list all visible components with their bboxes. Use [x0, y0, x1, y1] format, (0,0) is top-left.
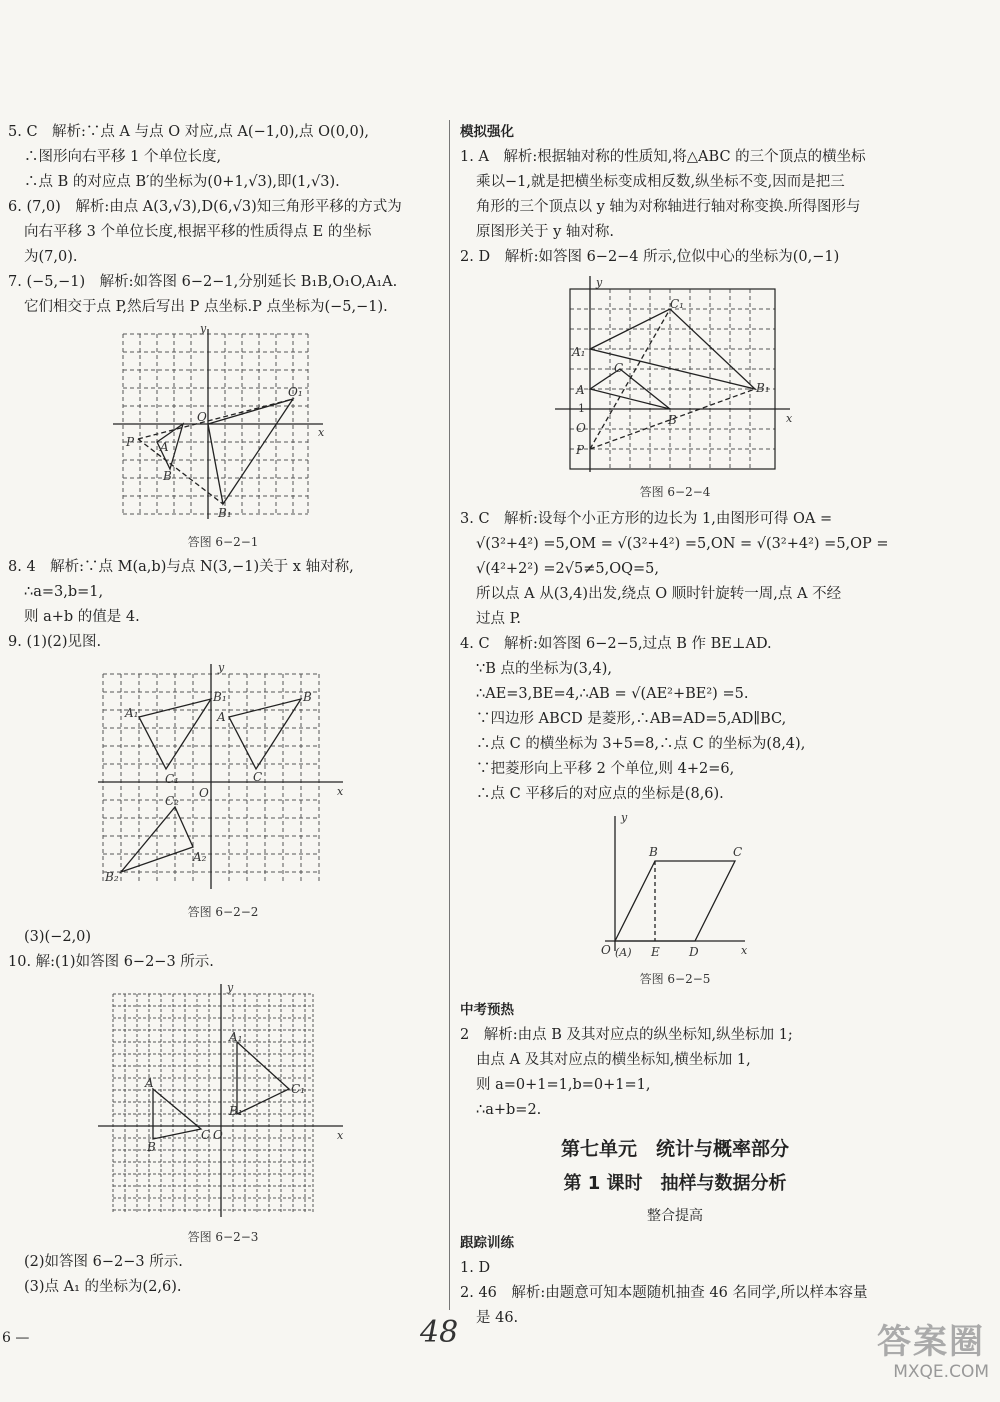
fig1-P-label: P — [126, 435, 135, 449]
watermark-logo: 答案圈 — [877, 1322, 985, 1362]
fig4-x-label: x — [786, 412, 793, 425]
fig3-x-label: x — [337, 1129, 344, 1142]
fig3-A1-label: A₁ — [229, 1030, 243, 1044]
fig3-C-label: C — [201, 1128, 211, 1142]
fig1-O-label: O — [197, 410, 207, 424]
fig5-B-label: B — [649, 845, 658, 859]
answer-r1: 1. A 解析:根据轴对称的性质知,将△ABC 的三个顶点的横坐标 乘以−1,就是把横坐标变成相反数,纵坐标不变,因而是把三 角形的三个顶点以 y 轴为对称轴进行轴对称变换.所得图形与 原图形关于 y 轴对称. — [460, 149, 866, 240]
fig2-O-label: O — [199, 786, 209, 800]
fig1-y-label: y — [200, 324, 207, 335]
fig2-A1-label: A₁ — [125, 706, 139, 720]
figure-6-2-4 — [550, 274, 800, 501]
column-divider — [449, 120, 450, 1310]
watermark — [820, 1310, 995, 1390]
figure-6-2-5-caption: 答图 6−2−5 — [639, 972, 711, 986]
answer-r3: 3. C 解析:设每个小正方形的边长为 1,由图形可得 OA = √(3²+4²) =5,OM = √(3²+4²) =5,ON = √(3²+4²) =5,OP = √(4²+2²) =2√5≠5,OQ=5, 所以点 A 从(3,4)出发,绕点 O 顺时针旋转一周,点 A 不经 过点 P. — [460, 511, 889, 627]
answer-7: 7. (−5,−1) 解析:如答图 6−2−1,分别延长 B₁B,O₁O,A₁A. 它们相交于点 P,然后写出 P 点坐标.P 点坐标为(−5,−1). — [8, 274, 398, 315]
fig4-A1-label: A₁ — [572, 345, 586, 359]
page-number: 6 — — [2, 1330, 30, 1346]
answer-5: 5. C 解析:∵点 A 与点 O 对应,点 A(−1,0),点 O(0,0), ∴图形向右平移 1 个单位长度, ∴点 B 的对应点 B′的坐标为(0+1,√3),即(1,√3). — [8, 124, 370, 190]
fig3-y-label: y — [227, 981, 234, 994]
figure-6-2-1-graph — [108, 324, 338, 524]
section-heading-mock: 模拟强化 — [460, 124, 514, 140]
answer-6: 6. (7,0) 解析:由点 A(3,√3),D(6,√3)知三角形平移的方式为 向右平移 3 个单位长度,根据平移的性质得点 E 的坐标 为(7,0). — [8, 199, 402, 265]
fig5-E-label: E — [651, 945, 660, 959]
answer-9: 9. (1)(2)见图. — [8, 634, 102, 650]
figure-6-2-3-graph — [93, 979, 353, 1219]
fig4-O-label: O — [576, 421, 586, 435]
fig4-C1-label: C₁ — [670, 297, 684, 311]
figure-6-2-3 — [93, 979, 353, 1246]
fig4-B1-label: B₁ — [756, 381, 770, 395]
figure-6-2-5 — [595, 811, 755, 988]
section-heading-training: 跟踪训练 — [460, 1235, 514, 1251]
answer-t2: 2. 46 解析:由题意可知本题随机抽查 46 名同学,所以样本容量 是 46. — [460, 1285, 868, 1326]
fig2-C1-label: C₁ — [165, 772, 179, 786]
fig5-C-label: C — [733, 845, 743, 859]
figure-6-2-3-caption: 答图 6−2−3 — [187, 1230, 259, 1244]
fig3-C1-label: C₁ — [291, 1082, 305, 1096]
answer-8: 8. 4 解析:∵点 M(a,b)与点 N(3,−1)关于 x 轴对称, ∴a=3,b=1, 则 a+b 的值是 4. — [8, 559, 354, 625]
answer-10: 10. 解:(1)如答图 6−2−3 所示. — [8, 954, 214, 970]
figure-6-2-2-caption: 答图 6−2−2 — [187, 905, 259, 919]
figure-6-2-1 — [108, 324, 338, 551]
figure-6-2-5-graph — [595, 811, 755, 961]
fig3-O-label: O — [213, 1128, 223, 1142]
fig1-B1-label: B₁ — [218, 506, 232, 520]
answer-t1: 1. D — [460, 1260, 491, 1276]
figure-6-2-2-graph — [93, 659, 353, 894]
fig4-B-label: B — [668, 413, 677, 427]
fig2-y-label: y — [218, 661, 225, 674]
watermark-text: MXQE.COM — [893, 1362, 989, 1382]
answer-9-part3: (3)(−2,0) — [24, 929, 92, 945]
fig5-D-label: D — [689, 945, 699, 959]
answer-r2: 2. D 解析:如答图 6−2−4 所示,位似中心的坐标为(0,−1) — [460, 249, 840, 265]
fig2-x-label: x — [337, 785, 344, 798]
fig4-y-label: y — [596, 276, 603, 289]
answer-exam: 2 解析:由点 B 及其对应点的纵坐标知,纵坐标加 1; 由点 A 及其对应点的横坐标知,横坐标加 1, 则 a=0+1=1,b=0+1=1, ∴a+b=2. — [460, 1027, 793, 1118]
fig1-A-label: A — [160, 440, 169, 454]
fig2-C-label: C — [253, 770, 263, 784]
answer-r4: 4. C 解析:如答图 6−2−5,过点 B 作 BE⊥AD. ∵B 点的坐标为(3,4), ∴AE=3,BE=4,∴AB = √(AE²+BE²) =5. ∵四边形 ABCD 是菱形,∴AB=AD=5,AD∥BC, ∴点 C 的横坐标为 3+5=8,∴点 C 的坐标为(8,4), ∵把菱形向上平移 2 个单位,则 4+2=6, ∴点 C 平移后的对应点的坐标是(8,6). — [460, 636, 806, 802]
lesson-title: 第 1 课时 抽样与数据分析 — [563, 1173, 787, 1194]
fig4-tick-1: 1 — [578, 402, 585, 415]
fig5-y-label: y — [621, 811, 628, 824]
fig2-A-label: A — [217, 710, 226, 724]
fig4-P-label: P — [576, 443, 585, 457]
left-column — [8, 120, 438, 1300]
right-column — [460, 120, 890, 1331]
fig4-C-label: C — [614, 361, 624, 375]
fig5-A-label: (A) — [615, 946, 632, 959]
fig2-C2-label: C₂ — [165, 794, 179, 808]
unit-title: 第七单元 统计与概率部分 — [560, 1138, 789, 1160]
sub-title: 整合提高 — [647, 1208, 703, 1224]
figure-6-2-1-caption: 答图 6−2−1 — [187, 535, 259, 549]
handwritten-number: 48 — [420, 1315, 459, 1350]
fig1-x-label: x — [318, 426, 325, 439]
fig5-O-label: O — [601, 943, 611, 957]
fig3-B1-label: B₁ — [229, 1104, 243, 1118]
fig1-B-label: B — [163, 469, 172, 483]
fig3-A-label: A — [145, 1076, 154, 1090]
figure-6-2-4-caption: 答图 6−2−4 — [639, 485, 711, 499]
fig2-B-label: B — [303, 690, 312, 704]
figure-6-2-2 — [93, 659, 353, 921]
fig1-O1-label: O₁ — [288, 385, 303, 399]
fig2-A2-label: A₂ — [193, 850, 207, 864]
fig4-A-label: A — [576, 383, 585, 397]
fig5-x-label: x — [741, 944, 748, 957]
figure-6-2-4-graph — [550, 274, 800, 474]
section-heading-exam: 中考预热 — [460, 1002, 514, 1018]
fig2-B1-label: B₁ — [213, 690, 227, 704]
answer-10-parts: (2)如答图 6−2−3 所示. (3)点 A₁ 的坐标为(2,6). — [24, 1254, 183, 1295]
fig2-B2-label: B₂ — [105, 870, 119, 884]
fig3-B-label: B — [147, 1140, 156, 1154]
